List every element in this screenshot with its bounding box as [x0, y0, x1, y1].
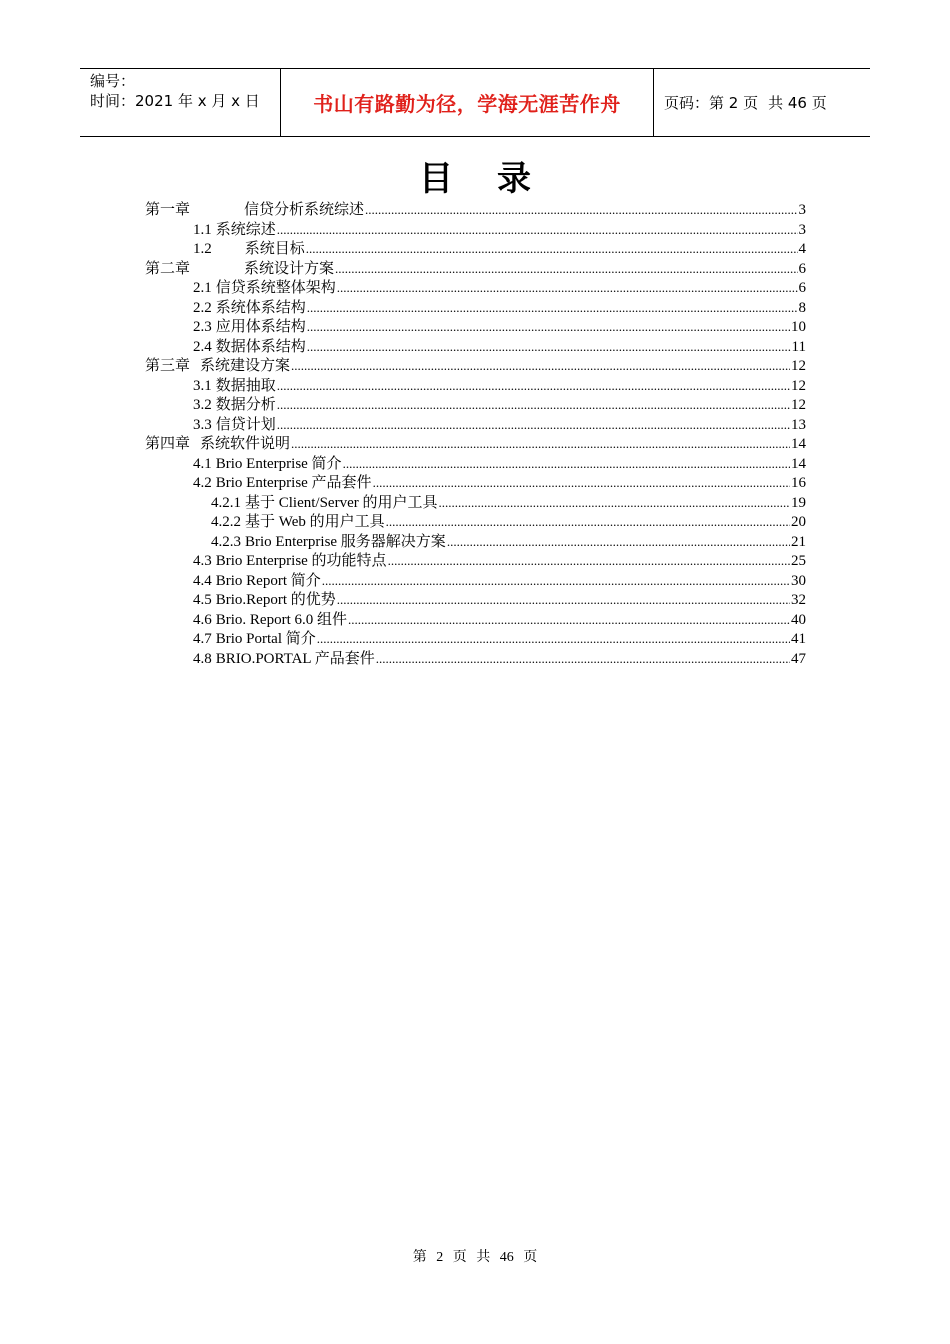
toc-entry-title: 数据分析 — [215, 397, 276, 413]
toc-entry-page: 30 — [791, 572, 806, 589]
toc-entry-title: 系统体系结构 — [215, 299, 306, 316]
toc-entry-page: 3 — [798, 202, 806, 218]
toc-entry-text — [193, 608, 347, 629]
toc-dot-leader — [307, 340, 791, 353]
toc-dot-leader — [373, 476, 790, 489]
toc-entry-title: Brio Portal 简介 — [215, 631, 316, 647]
toc-entry-page: 4 — [798, 241, 806, 257]
toc-entry-title: 系统建设方案 — [200, 358, 291, 374]
toc-entry-number: 4.2 — [193, 475, 212, 491]
toc-entry[interactable] — [145, 237, 806, 257]
toc-entry[interactable] — [145, 549, 806, 569]
header-page-total: 共 46 页 — [768, 94, 827, 112]
footer-word-ye-2: 页 — [523, 1250, 538, 1265]
footer-word-di: 第 — [412, 1250, 427, 1265]
toc-dot-leader — [388, 554, 790, 567]
toc-entry-number: 4.6 — [193, 611, 212, 628]
toc-entry-text — [193, 374, 276, 395]
toc-entry-text — [193, 413, 276, 434]
toc-dot-leader — [306, 242, 798, 255]
toc-entry[interactable] — [145, 218, 806, 238]
toc-entry-title: 信贷系统整体架构 — [215, 280, 336, 296]
toc-entry[interactable] — [145, 413, 806, 433]
toc-entry-text — [193, 627, 316, 648]
toc-entry-page: 21 — [791, 533, 806, 550]
toc-dot-leader — [343, 457, 790, 470]
toc-entry-page: 40 — [791, 611, 806, 628]
toc-entry-page: 6 — [798, 280, 806, 296]
toc-entry-text — [145, 198, 364, 219]
toc-entry-number: 1.1 — [193, 221, 212, 238]
toc-dot-leader — [337, 593, 790, 606]
toc-entry-text — [193, 237, 305, 258]
toc-entry-number: 3.3 — [193, 416, 212, 433]
toc-entry-text — [193, 569, 321, 590]
toc-entry-title: 信贷分析系统综述 — [244, 202, 365, 218]
toc-title-char-2: 录 — [497, 159, 531, 199]
toc-entry[interactable] — [145, 354, 806, 374]
toc-entry-title: 基于 Web 的用户工具 — [245, 514, 385, 530]
toc-dot-leader — [447, 535, 790, 548]
toc-entry-number: 3.1 — [193, 377, 212, 394]
toc-dot-leader — [307, 301, 798, 314]
toc-entry[interactable] — [145, 296, 806, 316]
toc-entry-title: BRIO.PORTAL 产品套件 — [215, 650, 375, 667]
toc-dot-leader — [337, 281, 798, 294]
toc-entry-text — [211, 491, 437, 512]
toc-dot-leader — [307, 320, 790, 333]
toc-entry-title: Brio Enterprise 的功能特点 — [215, 553, 387, 569]
toc-entry[interactable] — [145, 276, 806, 296]
toc-entry-page: 20 — [791, 514, 806, 530]
document-number-label: 编号： — [90, 72, 136, 90]
toc-entry[interactable] — [145, 432, 806, 452]
toc-entry-text — [193, 315, 306, 336]
toc-entry-number: 4.7 — [193, 631, 212, 647]
toc-entry[interactable] — [145, 393, 806, 413]
document-time-label: 时间：2021 年 x 月 x 日 — [90, 92, 260, 110]
toc-entry-number: 2.3 — [193, 319, 212, 335]
toc-entry[interactable] — [145, 510, 806, 530]
toc-entry[interactable] — [145, 569, 806, 589]
header-left-cell — [80, 69, 281, 136]
toc-dot-leader — [365, 203, 797, 216]
toc-dot-leader — [317, 632, 790, 645]
toc-dot-leader — [348, 613, 790, 626]
toc-entry-page: 14 — [791, 436, 806, 452]
toc-entry-number: 3.2 — [193, 397, 212, 413]
toc-title-char-1: 目 — [419, 159, 453, 199]
toc-entry[interactable] — [145, 608, 806, 628]
toc-entry-text — [211, 530, 446, 551]
toc-entry-number: 4.5 — [193, 592, 212, 608]
toc-entry-page: 10 — [791, 319, 806, 335]
toc-entry-number: 第二章 — [145, 260, 191, 277]
toc-entry-text — [193, 296, 306, 317]
page-footer — [0, 1246, 950, 1266]
toc-entry-title: 系统软件说明 — [200, 436, 291, 452]
toc-entry-page: 13 — [791, 416, 806, 433]
toc-entry-text — [193, 471, 372, 492]
toc-entry-number: 1.2 — [193, 241, 212, 257]
toc-entry-text — [193, 588, 336, 609]
toc-entry-title: 应用体系结构 — [215, 319, 306, 335]
toc-entry[interactable] — [145, 471, 806, 491]
toc-entry-page: 14 — [791, 455, 806, 472]
toc-entry-title: Brio Enterprise 简介 — [215, 455, 342, 472]
toc-entry-title: 信贷计划 — [215, 416, 276, 433]
toc-entry-number: 4.2.1 — [211, 494, 241, 511]
toc-entry-title: 数据体系结构 — [215, 338, 306, 355]
toc-dot-leader — [335, 262, 797, 275]
toc-dot-leader — [277, 398, 790, 411]
table-of-contents — [145, 198, 806, 666]
toc-entry-page: 12 — [791, 377, 806, 394]
toc-entry-page: 8 — [798, 299, 806, 316]
toc-entry-text — [193, 452, 342, 473]
toc-dot-leader — [291, 359, 790, 372]
toc-entry[interactable] — [145, 335, 806, 355]
toc-entry[interactable] — [145, 588, 806, 608]
toc-dot-leader — [386, 515, 790, 528]
toc-entry[interactable] — [145, 647, 806, 667]
toc-entry[interactable] — [145, 198, 806, 218]
toc-dot-leader — [376, 652, 790, 665]
toc-entry-page: 25 — [791, 553, 806, 569]
footer-total-pages: 46 — [499, 1250, 514, 1265]
toc-entry-title: 基于 Client/Server 的用户工具 — [245, 494, 438, 511]
toc-entry-title: Brio Report 简介 — [215, 572, 321, 589]
toc-entry-page: 12 — [791, 358, 806, 374]
toc-entry-number: 4.4 — [193, 572, 212, 589]
toc-entry-page: 47 — [791, 650, 806, 667]
toc-entry-page: 19 — [791, 494, 806, 511]
toc-entry-number: 2.1 — [193, 280, 212, 296]
toc-entry-number: 4.8 — [193, 650, 212, 667]
toc-entry-number: 4.2.2 — [211, 514, 241, 530]
toc-entry-page: 11 — [791, 338, 806, 355]
toc-entry-number: 4.1 — [193, 455, 212, 472]
toc-entry-number: 第三章 — [145, 358, 191, 374]
toc-entry-text — [145, 354, 290, 375]
toc-entry-number: 4.2.3 — [211, 533, 241, 550]
toc-entry-text — [193, 393, 276, 414]
toc-entry-title: 系统设计方案 — [244, 260, 335, 277]
toc-title — [0, 156, 950, 202]
toc-entry-title: Brio Enterprise 产品套件 — [215, 475, 372, 491]
toc-entry[interactable] — [145, 491, 806, 511]
toc-entry-title: Brio. Report 6.0 组件 — [215, 611, 347, 628]
footer-page-number: 2 — [436, 1250, 444, 1265]
toc-entry[interactable] — [145, 530, 806, 550]
footer-word-gong: 共 — [476, 1250, 491, 1265]
page-header — [80, 68, 870, 137]
toc-dot-leader — [277, 418, 790, 431]
toc-entry-title: 系统目标 — [244, 241, 305, 257]
toc-entry-number: 4.3 — [193, 553, 212, 569]
toc-entry-page: 32 — [791, 592, 806, 608]
toc-entry[interactable] — [145, 374, 806, 394]
toc-entry-title: Brio Enterprise 服务器解决方案 — [245, 533, 446, 550]
toc-entry-number: 第四章 — [145, 436, 191, 452]
footer-word-ye: 页 — [452, 1250, 467, 1265]
toc-entry[interactable] — [145, 452, 806, 472]
toc-entry-text — [193, 276, 336, 297]
header-page-info — [654, 69, 870, 136]
toc-dot-leader — [322, 574, 790, 587]
toc-entry-title: Brio.Report 的优势 — [215, 592, 336, 608]
toc-entry-page: 6 — [798, 260, 806, 277]
toc-dot-leader — [438, 496, 790, 509]
toc-entry-text — [193, 218, 276, 239]
header-page-number: 页码：第 2 页 — [664, 94, 759, 112]
toc-entry-title: 系统综述 — [215, 221, 276, 238]
toc-entry-page: 12 — [791, 397, 806, 413]
toc-dot-leader — [291, 437, 790, 450]
header-motto: 书山有路勤为径，学海无涯苦作舟 — [281, 69, 654, 136]
toc-entry-text — [145, 432, 290, 453]
toc-entry-number: 2.2 — [193, 299, 212, 316]
toc-entry-number: 第一章 — [145, 202, 191, 218]
toc-entry[interactable] — [145, 315, 806, 335]
toc-entry-text — [193, 549, 387, 570]
toc-entry-page: 41 — [791, 631, 806, 647]
toc-entry-page: 3 — [798, 221, 806, 238]
toc-entry-text — [211, 510, 385, 531]
toc-dot-leader — [277, 223, 798, 236]
toc-entry-number: 2.4 — [193, 338, 212, 355]
toc-entry-page: 16 — [791, 475, 806, 491]
toc-entry-text — [193, 647, 375, 668]
toc-entry-title: 数据抽取 — [215, 377, 276, 394]
toc-entry[interactable] — [145, 257, 806, 277]
toc-entry-text — [193, 335, 306, 356]
toc-entry[interactable] — [145, 627, 806, 647]
toc-dot-leader — [277, 379, 790, 392]
toc-entry-text — [145, 257, 334, 278]
